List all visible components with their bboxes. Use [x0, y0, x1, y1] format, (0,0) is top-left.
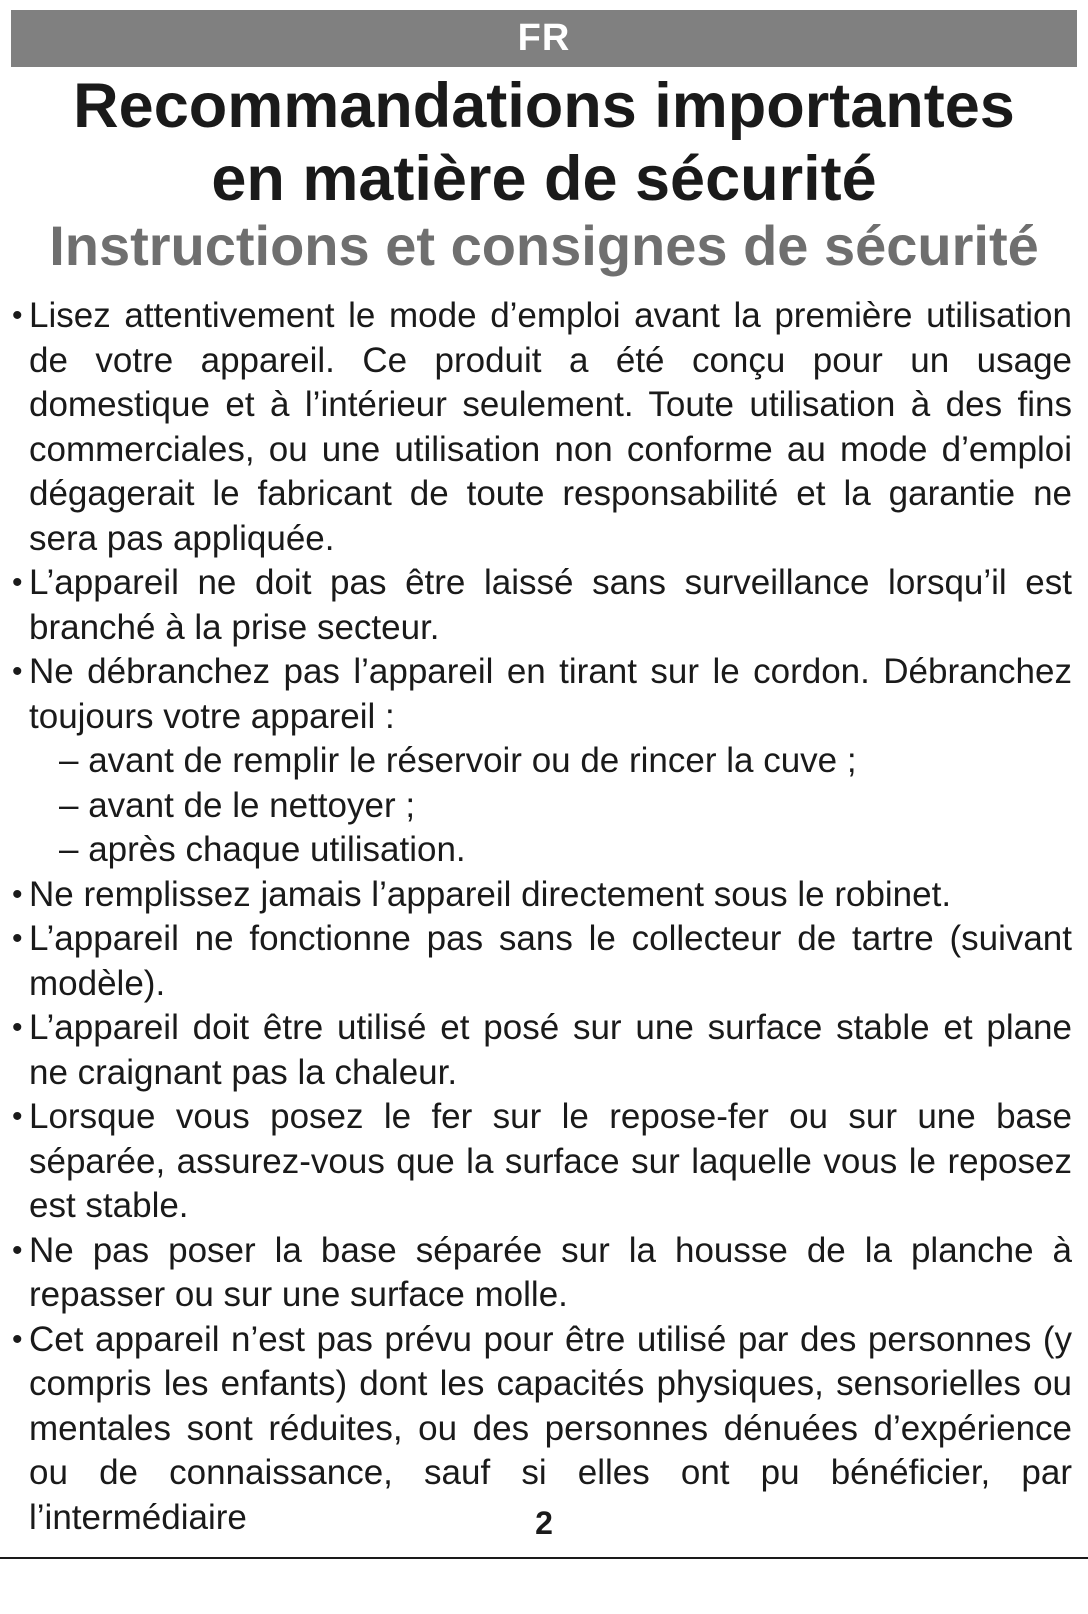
- list-item: [12, 1006, 1072, 1095]
- page-title-line-2: en matière de sécurité: [211, 144, 877, 214]
- list-item-text: Lorsque vous posez le fer sur le repose-fer ou sur une base séparée, assurez-vous que la surface sur laquelle vous le reposez est stable.: [29, 1097, 1072, 1225]
- list-item: [12, 917, 1072, 1006]
- section-subtitle: Instructions et consignes de sécurité: [49, 214, 1039, 277]
- list-item-text: Lisez attentivement le mode d’emploi avant la première utilisation de votre appareil. Ce produit a été conçu pour un usage domestique et à l’intérieur seulement. Toute utilisation à des fins commerciales, ou une utilisation non conforme au mode d’emploi dégagerait le fabricant de toute responsabilité et la garantie ne sera pas appliquée.: [29, 296, 1072, 558]
- bullet-icon: •: [12, 1011, 23, 1044]
- list-item: [12, 1229, 1072, 1318]
- bullet-icon: •: [12, 566, 23, 599]
- page-title-line-1: Recommandations importantes: [73, 71, 1015, 141]
- list-item-text: L’appareil doit être utilisé et posé sur une surface stable et plane ne craignant pas la chaleur.: [29, 1008, 1072, 1092]
- list-item-text: Ne pas poser la base séparée sur la housse de la planche à repasser ou sur une surface molle.: [29, 1230, 1072, 1314]
- list-item: [12, 873, 1072, 918]
- footer-divider: [0, 1557, 1088, 1559]
- list-item-text: Ne remplissez jamais l’appareil directement sous le robinet.: [29, 874, 952, 914]
- list-item: [12, 561, 1072, 650]
- list-item-text: Ne débranchez pas l’appareil en tirant sur le cordon. Débranchez toujours votre appareil :: [29, 652, 1072, 736]
- list-item: [12, 650, 1072, 739]
- list-item-text: L’appareil ne doit pas être laissé sans surveillance lorsqu’il est branché à la prise secteur.: [29, 563, 1072, 647]
- bullet-icon: •: [12, 655, 23, 688]
- bullet-icon: •: [12, 922, 23, 955]
- page-number: 2: [535, 1505, 553, 1541]
- sub-list-item: – avant de remplir le réservoir ou de rincer la cuve ;: [59, 741, 857, 780]
- bullet-icon: •: [12, 877, 23, 911]
- language-header-bar: [11, 10, 1077, 67]
- list-item-text: L’appareil ne fonctionne pas sans le collecteur de tartre (suivant modèle).: [29, 919, 1072, 1003]
- bullet-icon: •: [12, 1233, 23, 1267]
- list-item: [12, 1095, 1072, 1229]
- bullet-icon: •: [12, 1100, 23, 1133]
- safety-instructions-list: [12, 294, 1072, 1540]
- bullet-icon: •: [12, 299, 23, 332]
- page-title: [0, 70, 1088, 216]
- sub-list-item: – après chaque utilisation.: [59, 830, 466, 869]
- bullet-icon: •: [12, 1322, 23, 1356]
- list-item-text: Cet appareil n’est pas prévu pour être utilisé par des personnes (y compris les enfants) dont les capacités physiques, sensorielles ou mentales sont réduites, ou des personnes dénuées d’expérience ou de connaissance, sauf si elles ont pu bénéficier, par l’intermédiaire: [29, 1319, 1072, 1537]
- list-item: [12, 294, 1072, 561]
- sub-list-item: – avant de le nettoyer ;: [59, 785, 416, 825]
- language-code: FR: [517, 17, 571, 59]
